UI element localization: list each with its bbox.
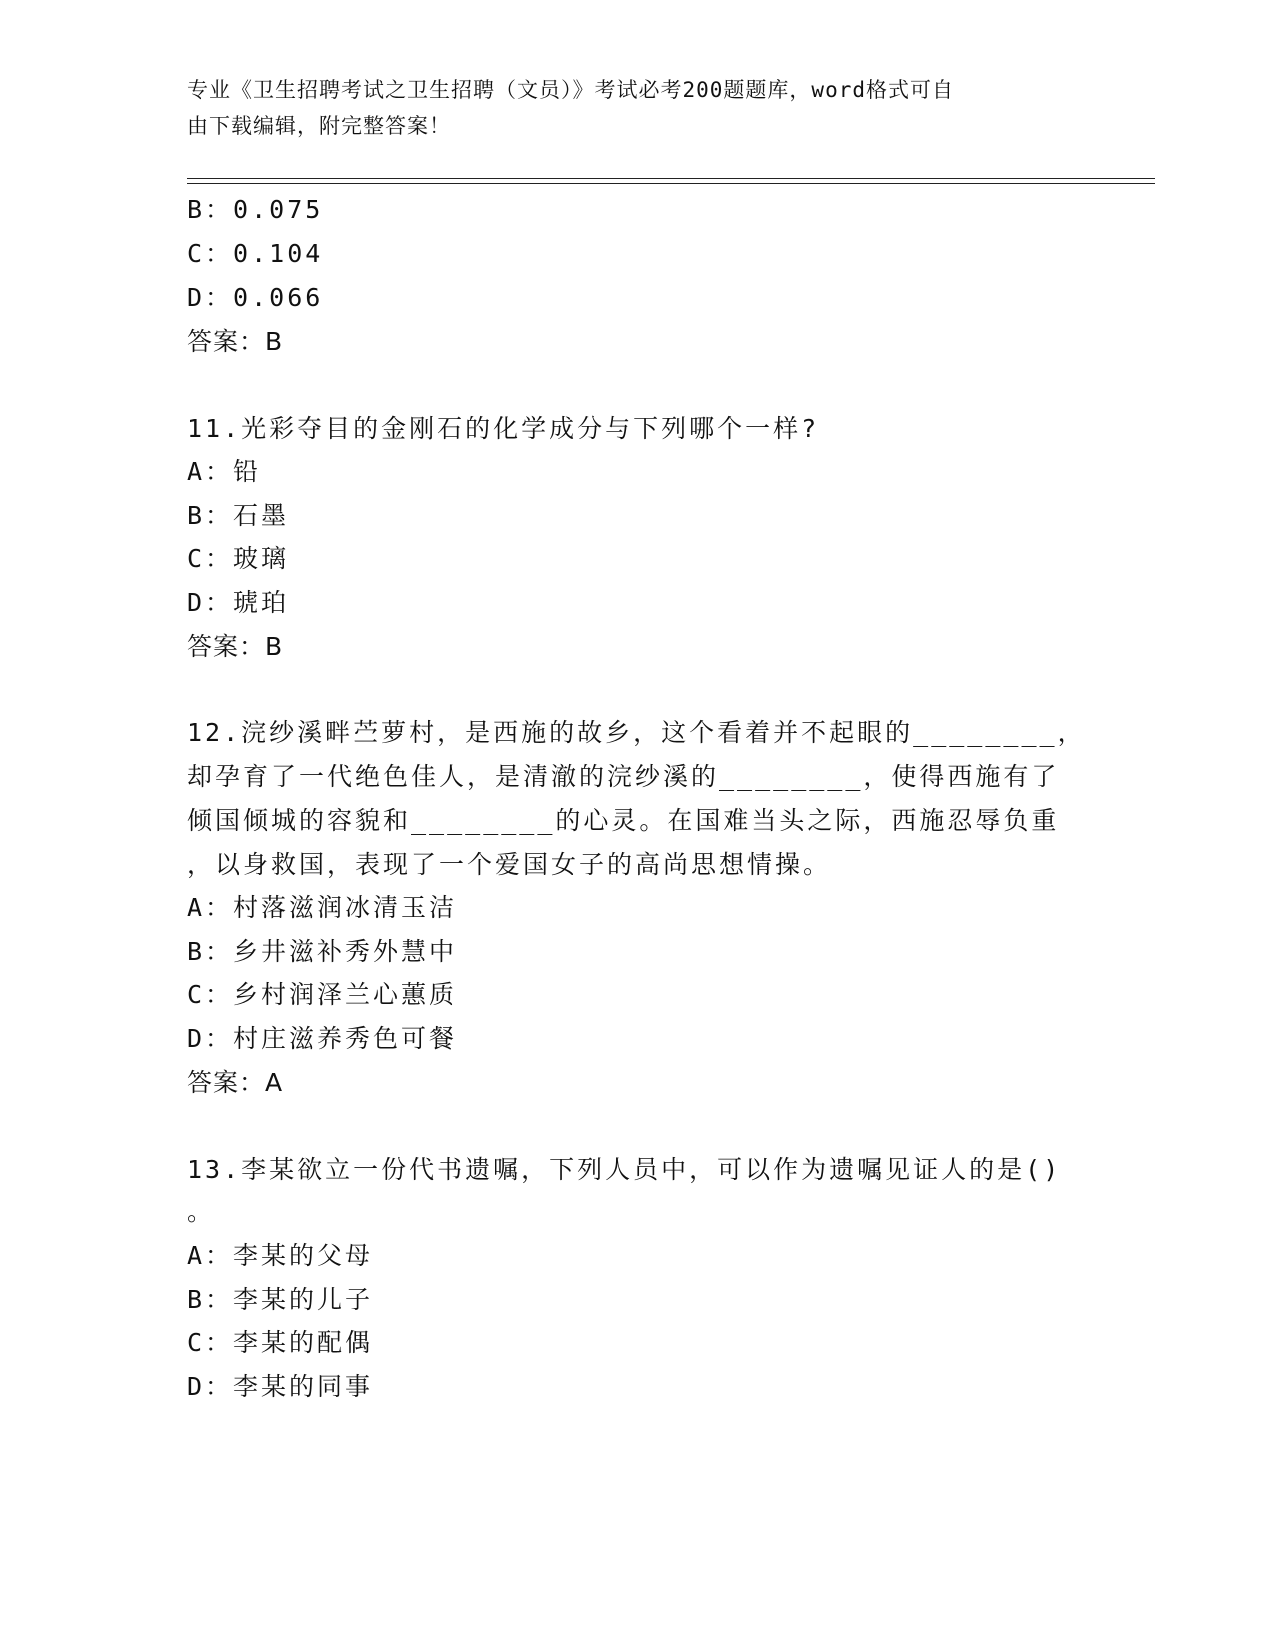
q13-stem-line-1: 13.李某欲立一份代书遗嘱，下列人员中，可以作为遗嘱见证人的是() xyxy=(187,1155,1062,1184)
q10-option-d: D：0.066 xyxy=(187,283,324,312)
q12-stem-line-1: 12.浣纱溪畔苎萝村，是西施的故乡，这个看着并不起眼的________， xyxy=(187,718,1086,747)
q13-option-b: B：李某的儿子 xyxy=(187,1285,374,1314)
header-rule-bottom xyxy=(187,183,1155,184)
q10-option-b: B：0.075 xyxy=(187,195,324,224)
q12-answer: 答案：A xyxy=(187,1068,284,1097)
q12-option-d: D：村庄滋养秀色可餐 xyxy=(187,1024,458,1053)
q13-option-c: C：李某的配偶 xyxy=(187,1328,374,1357)
q11-stem: 11.光彩夺目的金刚石的化学成分与下列哪个一样? xyxy=(187,414,820,443)
header-line-1: 专业《卫生招聘考试之卫生招聘（文员）》考试必考200题题库，word格式可自 xyxy=(187,78,954,102)
q13-option-a: A：李某的父母 xyxy=(187,1241,374,1270)
q13-option-d: D：李某的同事 xyxy=(187,1372,374,1401)
q12-stem-line-3: 倾国倾城的容貌和________的心灵。在国难当头之际，西施忍辱负重 xyxy=(187,806,1060,835)
q11-option-d: D：琥珀 xyxy=(187,588,290,617)
q11-option-b: B：石墨 xyxy=(187,501,290,530)
header-rule-top xyxy=(187,178,1155,179)
q11-answer: 答案：B xyxy=(187,632,284,661)
q11-option-a: A：铅 xyxy=(187,457,262,486)
q12-option-a: A：村落滋润冰清玉洁 xyxy=(187,893,458,922)
q13-stem-line-2: 。 xyxy=(187,1197,216,1226)
document-header xyxy=(187,72,1067,144)
q10-answer: 答案：B xyxy=(187,327,284,356)
header-line-2: 由下载编辑，附完整答案！ xyxy=(187,114,451,138)
q12-option-b: B：乡井滋补秀外慧中 xyxy=(187,937,458,966)
q10-option-c: C：0.104 xyxy=(187,239,324,268)
q11-option-c: C：玻璃 xyxy=(187,544,290,573)
q12-stem-line-2: 却孕育了一代绝色佳人，是清澈的浣纱溪的________，使得西施有了 xyxy=(187,762,1060,791)
q12-stem-line-4: ，以身救国，表现了一个爱国女子的高尚思想情操。 xyxy=(187,850,832,879)
q12-option-c: C：乡村润泽兰心蕙质 xyxy=(187,980,458,1009)
